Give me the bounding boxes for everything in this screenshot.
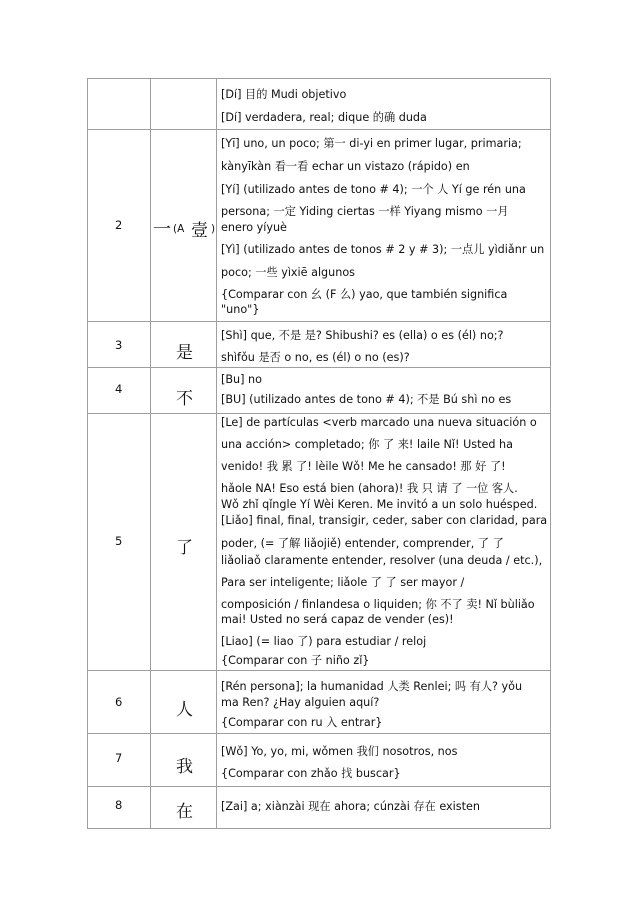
definition-line: [Shì] que, 不是 是? Shibushi? es (ella) o es (él) no;? bbox=[221, 329, 504, 342]
definition-line: poco; 一些 yìxiē algunos bbox=[221, 266, 356, 279]
definition-line: mai! Usted no será capaz de vender (es)! bbox=[221, 613, 454, 626]
definition-line: [Le] de partículas <verb marcado una nueva situación o bbox=[221, 416, 537, 429]
definition-cell bbox=[217, 734, 550, 786]
entry-character: 在 bbox=[176, 802, 193, 822]
definition-line: [Liǎo] final, final, transigir, ceder, saber con claridad, para bbox=[221, 514, 548, 527]
row-number-cell bbox=[88, 368, 150, 413]
definition-line: Wǒ zhǐ qǐngle Yí Wèi Keren. Me invitó a un solo huésped. bbox=[221, 498, 538, 511]
row-number: 2 bbox=[115, 218, 123, 232]
definition-line: [Dí] 目的 Mudi objetivo bbox=[221, 88, 347, 101]
definition-line: [Wǒ] Yo, yo, mi, wǒmen 我们 nosotros, nos bbox=[221, 745, 458, 758]
character-cell bbox=[151, 79, 216, 129]
variant-character: 壹 bbox=[191, 221, 208, 241]
row-number-cell bbox=[88, 79, 150, 129]
definition-line: venido! 我 累 了! lèile Wǒ! Me he cansado! 那 好 了! bbox=[221, 460, 506, 473]
definition-line: persona; 一定 Yiding ciertas 一样 Yiyang mismo 一月 bbox=[221, 205, 509, 218]
definition-line: {Comparar con ru 入 entrar} bbox=[221, 716, 383, 729]
character-note-close: ) bbox=[211, 223, 216, 235]
definition-line: [Liao] (= liao 了) para estudiar / reloj bbox=[221, 635, 427, 648]
definition-line: enero yíyuè bbox=[221, 221, 287, 234]
definition-line: [Yí] (utilizado antes de tono # 4); 一个 人 Yí ge rén una bbox=[221, 183, 526, 196]
definition-line: [Yì] (utilizado antes de tonos # 2 y # 3); 一点儿 yìdiǎnr un bbox=[221, 243, 545, 256]
character-cell bbox=[151, 368, 216, 413]
definition-line: composición / finlandesa o liquiden; 你 不了 卖! Nǐ bùliǎo bbox=[221, 598, 535, 611]
character-cell bbox=[151, 130, 216, 321]
row-number-cell bbox=[88, 130, 150, 321]
entry-character: 我 bbox=[176, 757, 193, 777]
row-number-cell bbox=[88, 414, 150, 670]
row-number-cell bbox=[88, 787, 150, 828]
definition-line: [Rén persona]; la humanidad 人类 Renlei; 吗 有人? yǒu bbox=[221, 680, 523, 693]
row-number: 7 bbox=[115, 751, 123, 765]
row-number: 5 bbox=[115, 534, 123, 548]
definition-line: poder, (= 了解 liǎojiě) entender, comprender, 了 了 bbox=[221, 537, 504, 550]
entry-character: 不 bbox=[176, 389, 193, 409]
definition-line: {Comparar con 子 niño zǐ} bbox=[221, 654, 370, 667]
definition-line: "uno"} bbox=[221, 303, 260, 316]
character-cell bbox=[151, 414, 216, 670]
entry-character: 人 bbox=[176, 700, 193, 720]
character-cell bbox=[151, 322, 216, 367]
definition-line: {Comparar con zhǎo 找 buscar} bbox=[221, 767, 401, 780]
definition-cell bbox=[217, 79, 550, 129]
character-cell bbox=[151, 671, 216, 733]
definition-line: [BU] (utilizado antes de tono # 4); 不是 Bú shì no es bbox=[221, 393, 512, 406]
row-number-cell bbox=[88, 671, 150, 733]
definition-line: {Comparar con 幺 (F 么) yao, que también significa bbox=[221, 288, 508, 301]
entry-character: 是 bbox=[176, 343, 193, 363]
row-number: 6 bbox=[115, 695, 123, 709]
definition-cell bbox=[217, 414, 550, 670]
definition-line: [Bu] no bbox=[221, 373, 262, 386]
definition-cell bbox=[217, 322, 550, 367]
entry-character: 了 bbox=[176, 538, 193, 558]
character-cell bbox=[151, 734, 216, 786]
definition-line: [Dí] verdadera, real; dique 的确 duda bbox=[221, 111, 427, 124]
row-number: 8 bbox=[115, 798, 123, 812]
definition-line: kànyīkàn 看一看 echar un vistazo (rápido) en bbox=[221, 160, 470, 173]
definition-line: ma Ren? ¿Hay alguien aquí? bbox=[221, 696, 380, 709]
definition-line: Para ser inteligente; liǎole 了 了 ser mayor / bbox=[221, 576, 465, 589]
definition-line: una acción> completado; 你 了 来! laile Nǐ! Usted ha bbox=[221, 438, 513, 451]
definition-line: shìfǒu 是否 o no, es (él) o no (es)? bbox=[221, 351, 410, 364]
definition-cell bbox=[217, 130, 550, 321]
definition-line: [Yī] uno, un poco; 第一 di-yi en primer lugar, primaria; bbox=[221, 137, 522, 150]
definition-line: [Zai] a; xiànzài 现在 ahora; cúnzài 存在 existen bbox=[221, 800, 480, 813]
character-cell bbox=[151, 787, 216, 828]
definition-cell bbox=[217, 671, 550, 733]
row-number: 4 bbox=[115, 382, 123, 396]
row-number-cell bbox=[88, 322, 150, 367]
definition-cell bbox=[217, 368, 550, 413]
definition-line: hǎole NA! Eso está bien (ahora)! 我 只 请 了 一位 客人. bbox=[221, 482, 518, 495]
row-number-cell bbox=[88, 734, 150, 786]
character-note-open: (A bbox=[173, 223, 185, 235]
definition-cell bbox=[217, 787, 550, 828]
entry-character: 一 bbox=[153, 219, 171, 240]
row-number: 3 bbox=[115, 338, 123, 352]
definition-line: liǎoliaǒ claramente entender, resolver (una deuda / etc.), bbox=[221, 554, 543, 567]
